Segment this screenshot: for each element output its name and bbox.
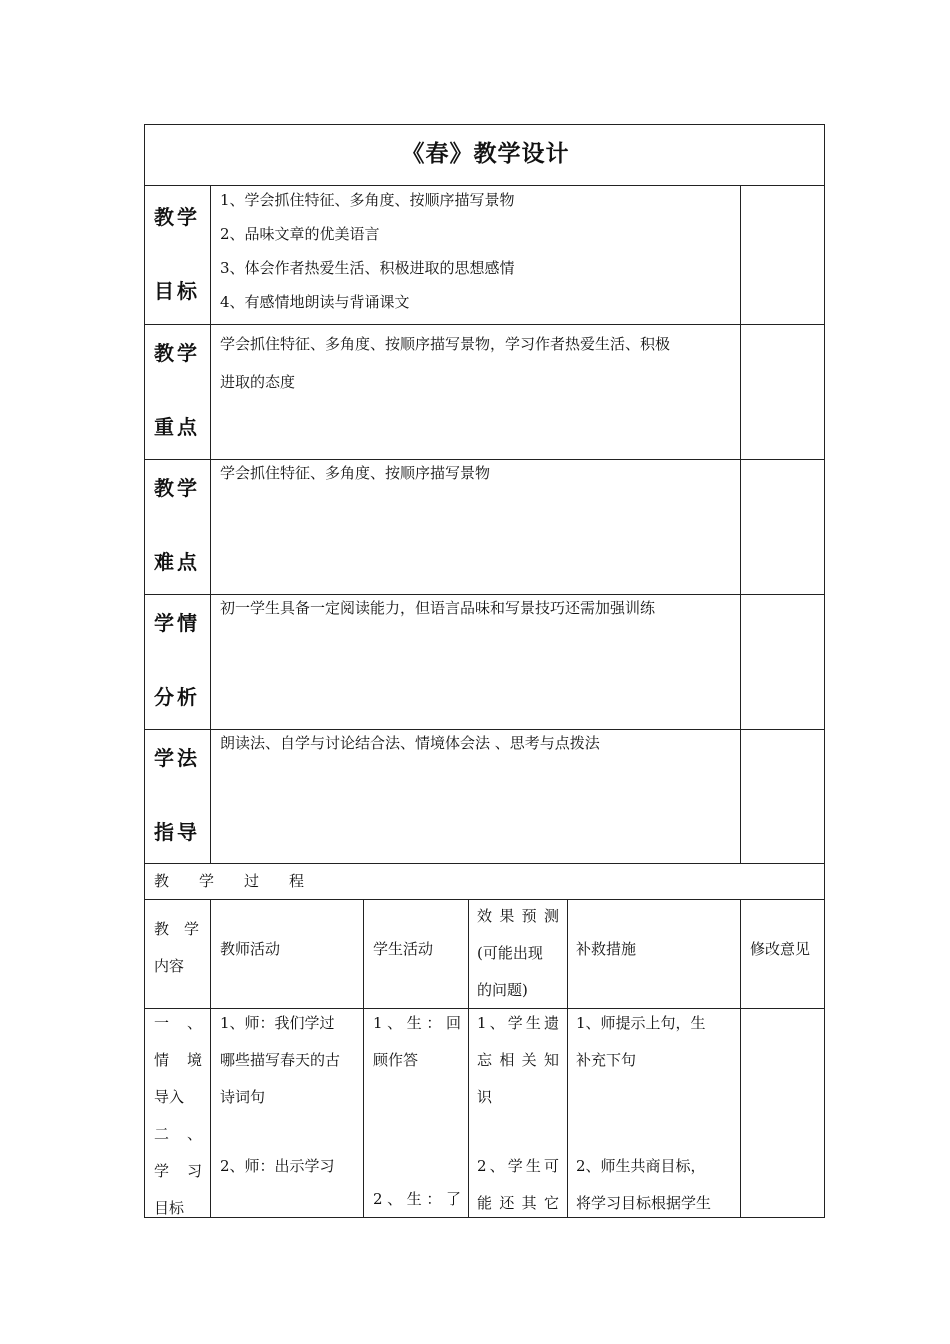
row-line: 2、生：了 (373, 1190, 461, 1208)
header-revise: 修改意见 (750, 940, 811, 958)
section-label-top: 教 学 (154, 476, 197, 500)
row-student (373, 1005, 461, 1218)
row-line (220, 1116, 358, 1148)
header-effect (477, 898, 559, 1009)
row-line: 顾作答 (373, 1051, 419, 1069)
section-label-bottom: 难 点 (154, 550, 197, 574)
content-line: 4、有感情地朗读与背诵课文 (220, 293, 410, 311)
row-line: 情 境 (154, 1051, 202, 1069)
col-divider (740, 899, 741, 1217)
section-label-top: 学 法 (154, 746, 197, 770)
content-line: 初一学生具备一定阅读能力，但语言品味和写景技巧还需加强训练 (220, 599, 656, 617)
col-divider (363, 899, 364, 1217)
row-line: 1、学生遗 (477, 1014, 559, 1032)
content-line: 进取的态度 (220, 373, 296, 391)
row-line: 能还其它 (477, 1194, 559, 1212)
row-line: 1、师：我们学过 (220, 1014, 335, 1032)
content-line: 朗读法、自学与讨论结合法、情境体会法 、思考与点拨法 (220, 734, 600, 752)
process-title: 教 学 过 程 (154, 872, 305, 890)
header-remedy: 补救措施 (576, 940, 637, 958)
section-content (220, 456, 490, 490)
section-content (220, 325, 670, 401)
header-line: 的问题) (477, 981, 528, 999)
row-line: 将学习目标根据学生 (576, 1194, 712, 1212)
col-divider (210, 899, 211, 1217)
header-line: (可能出现 (477, 944, 543, 962)
lesson-plan-table (144, 124, 825, 1218)
content-line: 1、学会抓住特征、多角度、按顺序描写景物 (220, 191, 515, 209)
row-line: 目标 (154, 1199, 185, 1217)
row-line: 哪些描写春天的古 (220, 1051, 341, 1069)
section-content (220, 183, 515, 319)
row-line (373, 1116, 461, 1181)
row-line: 1、师提示上句，生 (576, 1014, 706, 1032)
header-line: 内容 (154, 957, 185, 975)
document-title: 《春》教学设计 (401, 141, 570, 167)
content-line: 学会抓住特征、多角度、按顺序描写景物，学习作者热爱生活、积极 (220, 335, 671, 353)
section-label-bottom: 指 导 (154, 820, 197, 844)
content-line: 3、体会作者热爱生活、积极进取的思想感情 (220, 259, 515, 277)
content-line: 2、品味文章的优美语言 (220, 225, 380, 243)
header-line: 教 学 (154, 920, 200, 938)
content-line: 学会抓住特征、多角度、按顺序描写景物 (220, 464, 491, 482)
row-remedy (576, 1005, 734, 1222)
row-line: 1、生：回 (373, 1014, 461, 1032)
row-line: 2、学生可 (477, 1157, 559, 1175)
section-content (220, 591, 655, 625)
row-line: 学 习 (154, 1162, 202, 1180)
row-line (576, 1079, 734, 1148)
section-label-top: 教 学 (154, 205, 197, 229)
row-content (154, 1005, 202, 1227)
header-student: 学生活动 (373, 940, 434, 958)
row-line (373, 1079, 461, 1116)
row-line: 2、师生共商目标， (576, 1157, 706, 1175)
section-label-bottom: 目 标 (154, 279, 197, 303)
section-label-bottom: 重 点 (154, 415, 197, 439)
section-label-top: 学 情 (154, 611, 197, 635)
row-line: 二 、 (154, 1125, 202, 1143)
header-content (154, 911, 202, 985)
row-effect (477, 1005, 559, 1222)
row-line: 识 (477, 1088, 493, 1106)
row-line: 导入 (154, 1088, 185, 1106)
section-label-bottom: 分 析 (154, 685, 197, 709)
row-line (477, 1116, 559, 1148)
section-content (220, 726, 600, 760)
row-line: 一 、 (154, 1014, 202, 1032)
section-label-top: 教 学 (154, 341, 197, 365)
row-line: 2、师：出示学习 (220, 1157, 335, 1175)
row-teacher (220, 1005, 358, 1185)
col-divider (740, 185, 741, 863)
header-teacher: 教师活动 (220, 940, 281, 958)
col-divider (468, 899, 469, 1217)
row-line: 诗词句 (220, 1088, 266, 1106)
col-divider (210, 185, 211, 863)
row-line: 补充下句 (576, 1051, 637, 1069)
col-divider (567, 899, 568, 1217)
row-line: 忘相关知 (477, 1051, 559, 1069)
header-line: 效果预测 (477, 907, 559, 925)
